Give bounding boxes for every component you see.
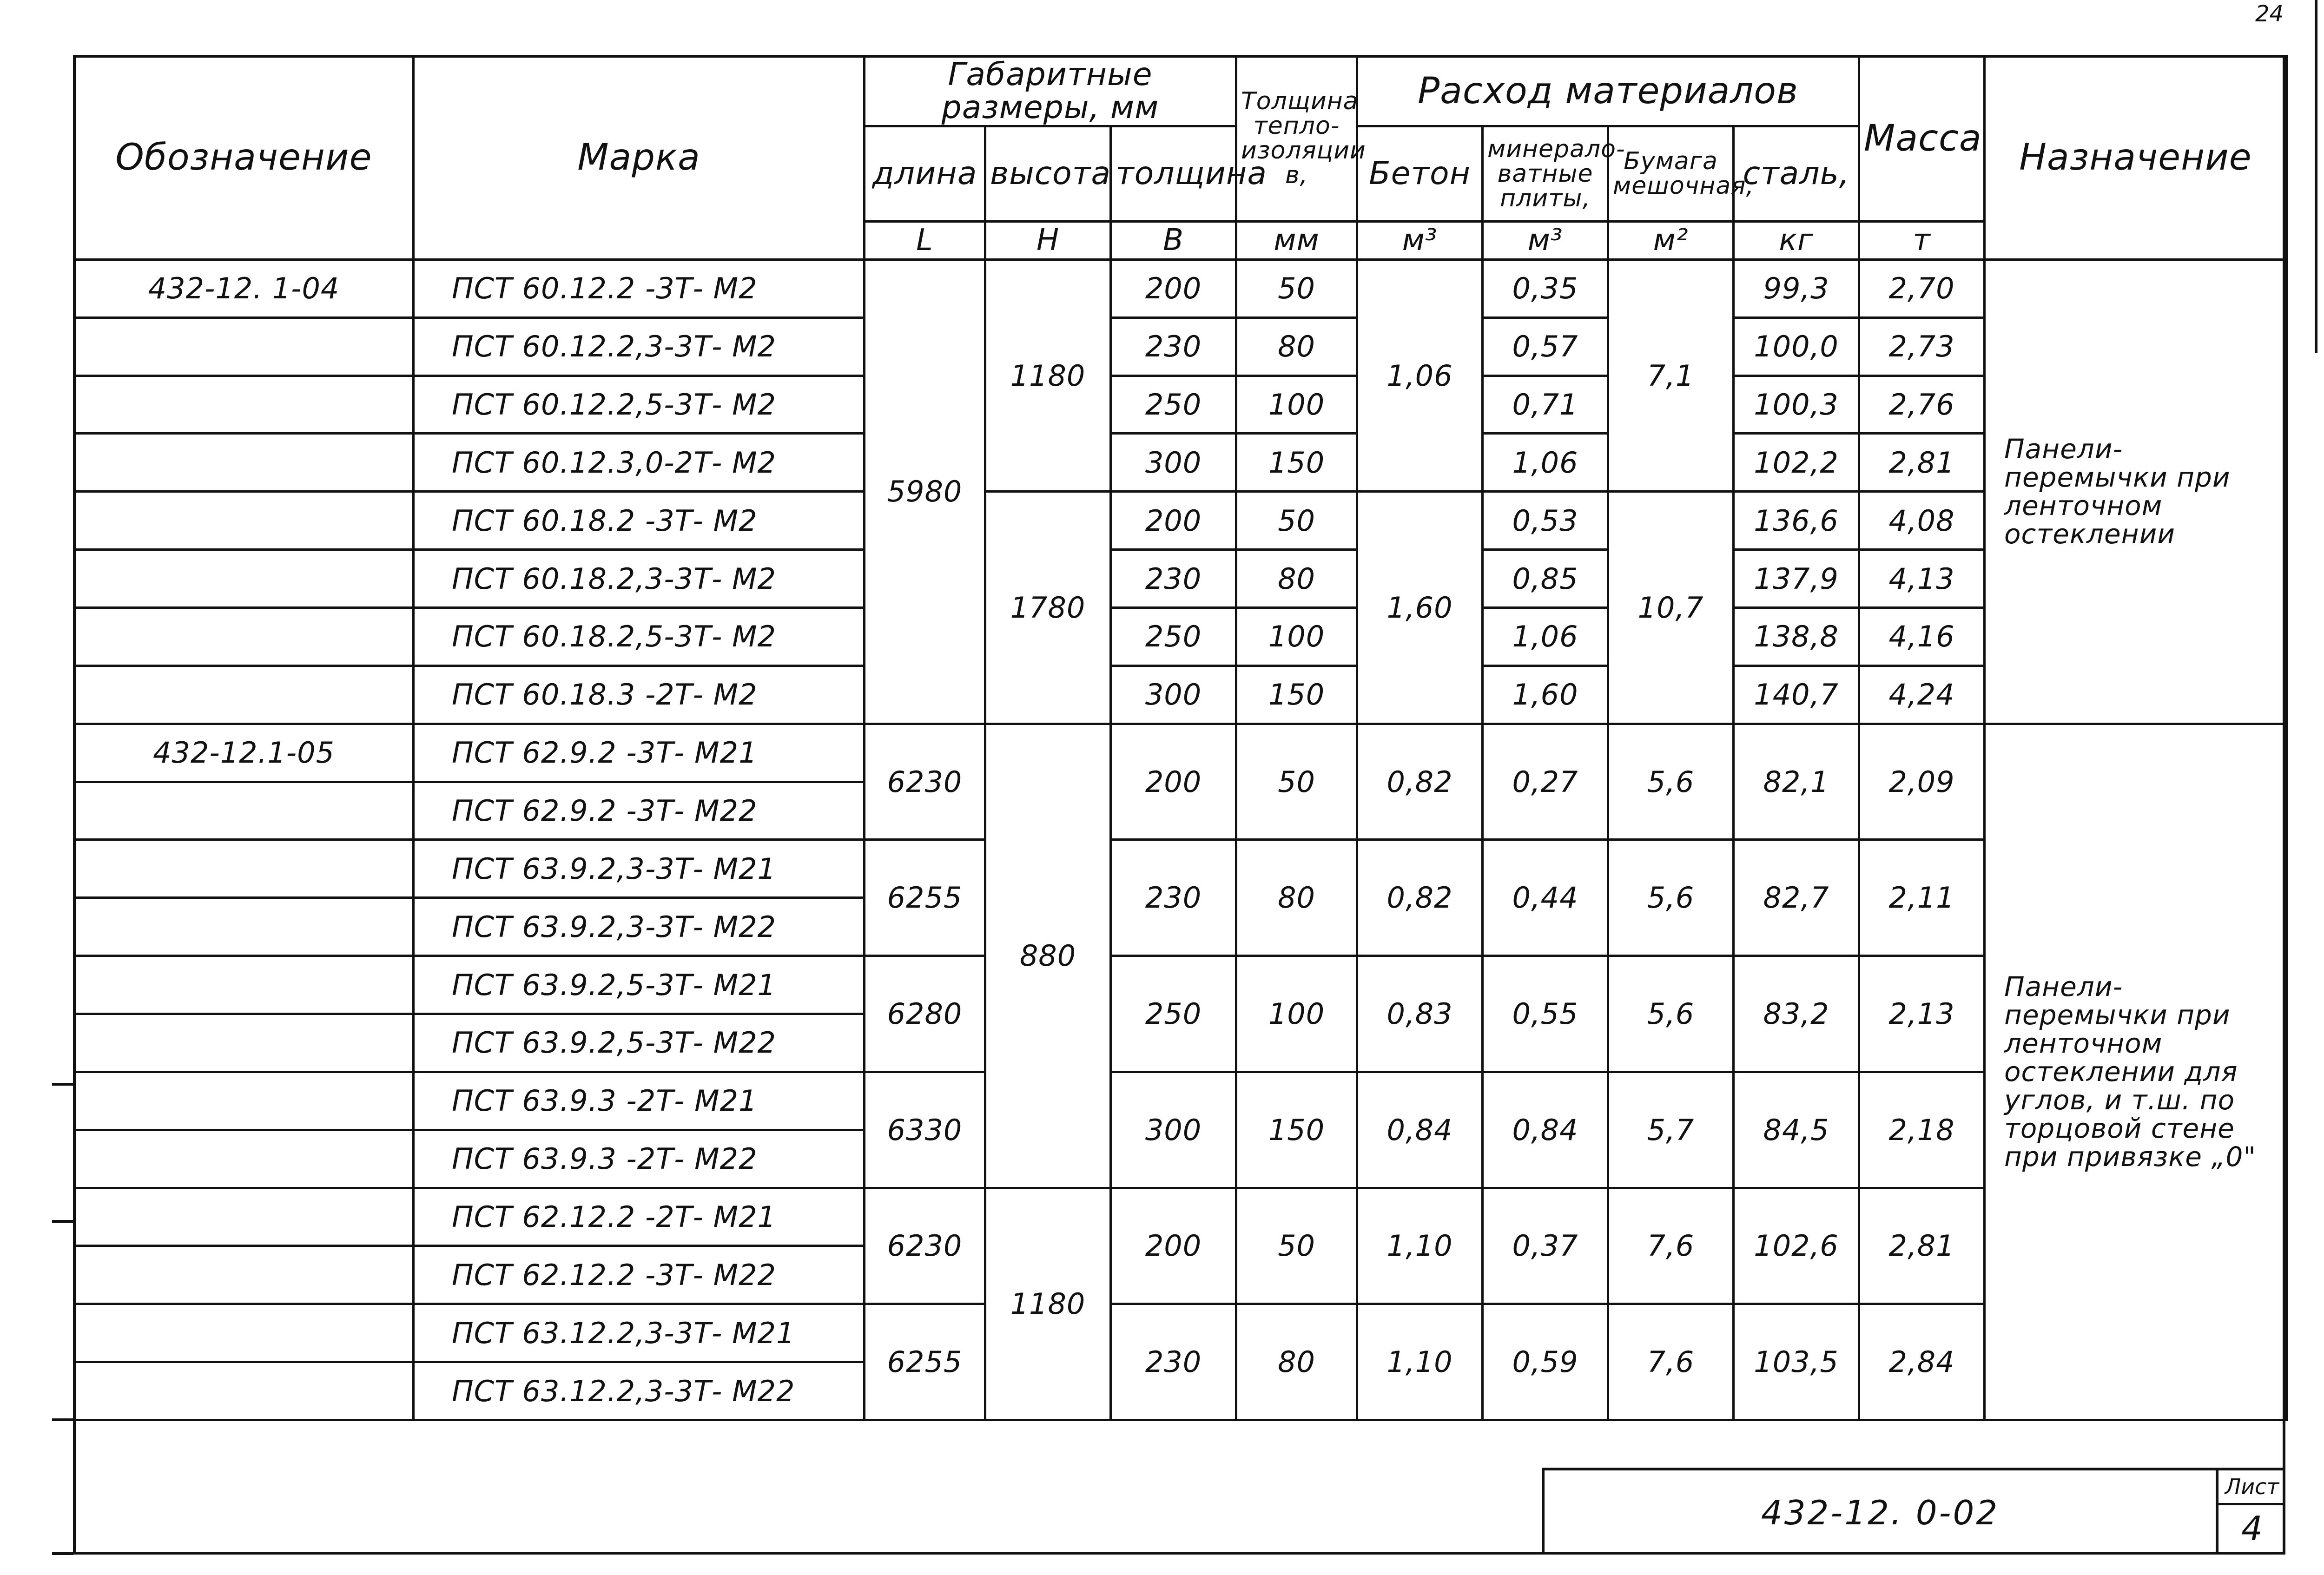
mineral-wool-cell: 0,57 <box>1483 317 1608 376</box>
height-header: высота <box>985 126 1111 222</box>
mark-cell: ПСТ 62.9.2 -3Т- М22 <box>414 782 865 840</box>
steel-cell: 83,2 <box>1734 956 1859 1072</box>
paper-cell: 10,7 <box>1608 492 1734 724</box>
paper-cell: 5,7 <box>1608 1072 1734 1188</box>
mark-cell: ПСТ 60.18.2,5-3Т- М2 <box>414 607 865 666</box>
mass-cell: 4,08 <box>1859 492 1985 550</box>
mass-cell: 2,18 <box>1859 1072 1985 1188</box>
thickness-cell: 300 <box>1111 666 1236 724</box>
designation-cell <box>74 434 414 492</box>
margin-tick <box>52 1552 73 1555</box>
header-row <box>74 56 2287 126</box>
steel-cell: 102,2 <box>1734 434 1859 492</box>
mass-cell: 2,76 <box>1859 376 1985 434</box>
purpose-cell: Панели-перемычки при ленточном остеклении для углов, и т.ш. по торцовой стене при привязке „0" <box>1985 724 2287 1420</box>
steel-cell: 137,9 <box>1734 550 1859 608</box>
height-cell: 1780 <box>985 492 1111 724</box>
designation-header: Обозначение <box>74 56 414 260</box>
table-row <box>74 259 2287 317</box>
thickness-header: толщина <box>1111 126 1236 222</box>
margin-tick <box>52 1220 73 1223</box>
thickness-cell: 200 <box>1111 724 1236 840</box>
mass-cell: 2,84 <box>1859 1304 1985 1420</box>
insulation-header: Толщина тепло-изоляции в, <box>1236 56 1357 222</box>
concrete-cell: 1,06 <box>1357 259 1483 491</box>
table-row <box>74 434 2287 492</box>
mineral-wool-cell: 1,06 <box>1483 434 1608 492</box>
designation-cell <box>74 1188 414 1246</box>
designation-cell <box>74 492 414 550</box>
paper-cell: 7,6 <box>1608 1188 1734 1304</box>
mark-cell: ПСТ 60.12.2,5-3Т- М2 <box>414 376 865 434</box>
thickness-cell: 200 <box>1111 259 1236 317</box>
concrete-header: Бетон <box>1357 126 1483 222</box>
steel-cell: 82,1 <box>1734 724 1859 840</box>
insulation-cell: 100 <box>1236 607 1357 666</box>
mineral-wool-cell: 0,71 <box>1483 376 1608 434</box>
margin-tick <box>52 1083 73 1086</box>
paper-cell: 7,6 <box>1608 1304 1734 1420</box>
steel-cell: 103,5 <box>1734 1304 1859 1420</box>
mineral-wool-cell: 1,06 <box>1483 607 1608 666</box>
materials-group-header: Расход материалов <box>1357 56 1859 126</box>
thickness-cell: 200 <box>1111 1188 1236 1304</box>
steel-cell: 136,6 <box>1734 492 1859 550</box>
thickness-cell: 200 <box>1111 492 1236 550</box>
length-cell: 6255 <box>865 840 985 956</box>
mass-cell: 4,16 <box>1859 607 1985 666</box>
length-header: длина <box>865 126 985 222</box>
designation-cell <box>74 1130 414 1188</box>
mineral-wool-cell: 0,59 <box>1483 1304 1608 1420</box>
designation-cell <box>74 840 414 898</box>
margin-line <box>2315 0 2317 353</box>
length-cell: 6255 <box>865 1304 985 1420</box>
steel-cell: 100,3 <box>1734 376 1859 434</box>
mark-cell: ПСТ 63.12.2,3-3Т- М22 <box>414 1362 865 1420</box>
mineral-wool-cell: 0,27 <box>1483 724 1608 840</box>
unit-thickness: B <box>1111 221 1236 259</box>
table-row <box>74 1188 2287 1246</box>
insulation-cell: 80 <box>1236 317 1357 376</box>
insulation-cell: 80 <box>1236 1304 1357 1420</box>
designation-cell: 432-12.1-05 <box>74 724 414 782</box>
table-row <box>74 666 2287 724</box>
insulation-cell: 50 <box>1236 259 1357 317</box>
unit-mineral-wool: м³ <box>1483 221 1608 259</box>
mark-cell: ПСТ 62.12.2 -3Т- М22 <box>414 1246 865 1304</box>
designation-cell <box>74 666 414 724</box>
designation-cell: 432-12. 1-04 <box>74 259 414 317</box>
steel-cell: 140,7 <box>1734 666 1859 724</box>
mineral-wool-cell: 1,60 <box>1483 666 1608 724</box>
designation-cell <box>74 1072 414 1130</box>
steel-cell: 100,0 <box>1734 317 1859 376</box>
mark-header: Марка <box>414 56 865 260</box>
height-cell: 1180 <box>985 1188 1111 1420</box>
table-row <box>74 956 2287 1014</box>
thickness-cell: 250 <box>1111 607 1236 666</box>
mass-cell: 2,09 <box>1859 724 1985 840</box>
insulation-cell: 100 <box>1236 376 1357 434</box>
mass-cell: 2,81 <box>1859 434 1985 492</box>
designation-cell <box>74 782 414 840</box>
table-row <box>74 724 2287 782</box>
designation-cell <box>74 1014 414 1072</box>
purpose-cell: Панели-перемычки при ленточном остеклении <box>1985 259 2287 724</box>
mineral-wool-cell: 0,55 <box>1483 956 1608 1072</box>
purpose-header: Назначение <box>1985 56 2287 260</box>
unit-length: L <box>865 221 985 259</box>
table-row <box>74 317 2287 376</box>
mineral-wool-cell: 0,37 <box>1483 1188 1608 1304</box>
length-cell: 6280 <box>865 956 985 1072</box>
insulation-cell: 80 <box>1236 550 1357 608</box>
thickness-cell: 230 <box>1111 1304 1236 1420</box>
designation-cell <box>74 898 414 956</box>
mineral-wool-cell: 0,53 <box>1483 492 1608 550</box>
concrete-cell: 0,84 <box>1357 1072 1483 1188</box>
mass-cell: 2,70 <box>1859 259 1985 317</box>
mark-cell: ПСТ 60.18.2,3-3Т- М2 <box>414 550 865 608</box>
mark-cell: ПСТ 62.9.2 -3Т- М21 <box>414 724 865 782</box>
mark-cell: ПСТ 60.12.2 -3Т- М2 <box>414 259 865 317</box>
table-row <box>74 840 2287 898</box>
mark-cell: ПСТ 60.18.3 -2Т- М2 <box>414 666 865 724</box>
mass-cell: 2,11 <box>1859 840 1985 956</box>
mineral-wool-cell: 0,84 <box>1483 1072 1608 1188</box>
unit-mass: т <box>1859 221 1985 259</box>
table-row <box>74 607 2287 666</box>
mineral-wool-header: минерало-ватные плиты, <box>1483 126 1608 222</box>
length-cell: 6230 <box>865 724 985 840</box>
mineral-wool-cell: 0,44 <box>1483 840 1608 956</box>
title-block <box>1542 1468 2285 1555</box>
mark-cell: ПСТ 63.9.2,3-3Т- М21 <box>414 840 865 898</box>
mark-cell: ПСТ 63.9.3 -2Т- М21 <box>414 1072 865 1130</box>
designation-cell <box>74 1362 414 1420</box>
mark-cell: ПСТ 63.12.2,3-3Т- М21 <box>414 1304 865 1362</box>
paper-cell: 5,6 <box>1608 956 1734 1072</box>
steel-cell: 82,7 <box>1734 840 1859 956</box>
mark-cell: ПСТ 60.18.2 -3Т- М2 <box>414 492 865 550</box>
mass-cell: 4,24 <box>1859 666 1985 724</box>
length-cell: 6330 <box>865 1072 985 1188</box>
height-cell: 880 <box>985 724 1111 1188</box>
mark-cell: ПСТ 63.9.3 -2Т- М22 <box>414 1130 865 1188</box>
sheet-number: 4 <box>2241 1509 2263 1548</box>
thickness-cell: 250 <box>1111 956 1236 1072</box>
concrete-cell: 0,82 <box>1357 840 1483 956</box>
concrete-cell: 0,82 <box>1357 724 1483 840</box>
table-row <box>74 492 2287 550</box>
mark-cell: ПСТ 63.9.2,5-3Т- М21 <box>414 956 865 1014</box>
designation-cell <box>74 550 414 608</box>
paper-cell: 5,6 <box>1608 840 1734 956</box>
thickness-cell: 230 <box>1111 317 1236 376</box>
concrete-cell: 1,10 <box>1357 1304 1483 1420</box>
document-code: 432-12. 0-02 <box>1761 1493 2000 1532</box>
specification-table <box>73 55 2288 1421</box>
mineral-wool-cell: 0,35 <box>1483 259 1608 317</box>
thickness-cell: 230 <box>1111 550 1236 608</box>
paper-cell: 5,6 <box>1608 724 1734 840</box>
designation-cell <box>74 376 414 434</box>
insulation-cell: 80 <box>1236 840 1357 956</box>
insulation-cell: 50 <box>1236 1188 1357 1304</box>
designation-cell <box>74 607 414 666</box>
steel-cell: 84,5 <box>1734 1072 1859 1188</box>
length-cell: 6230 <box>865 1188 985 1304</box>
thickness-cell: 250 <box>1111 376 1236 434</box>
mass-cell: 2,13 <box>1859 956 1985 1072</box>
mark-cell: ПСТ 60.12.2,3-3Т- М2 <box>414 317 865 376</box>
steel-header: сталь, <box>1734 126 1859 222</box>
concrete-cell: 0,83 <box>1357 956 1483 1072</box>
insulation-cell: 150 <box>1236 666 1357 724</box>
sheet-box <box>2216 1470 2285 1555</box>
concrete-cell: 1,60 <box>1357 492 1483 724</box>
sheet-label: Лист <box>2218 1470 2285 1505</box>
table-row <box>74 550 2287 608</box>
designation-cell <box>74 1304 414 1362</box>
table-row <box>74 376 2287 434</box>
designation-cell <box>74 1246 414 1304</box>
paper-header: Бумага мешочная, <box>1608 126 1734 222</box>
insulation-cell: 150 <box>1236 1072 1357 1188</box>
dimensions-group-header: Габаритные размеры, мм <box>865 56 1236 126</box>
thickness-cell: 300 <box>1111 1072 1236 1188</box>
mass-cell: 2,81 <box>1859 1188 1985 1304</box>
mass-header: Масса <box>1859 56 1985 222</box>
mark-cell: ПСТ 63.9.2,5-3Т- М22 <box>414 1014 865 1072</box>
thickness-cell: 230 <box>1111 840 1236 956</box>
insulation-cell: 100 <box>1236 956 1357 1072</box>
table-row <box>74 1072 2287 1130</box>
paper-cell: 7,1 <box>1608 259 1734 491</box>
height-cell: 1180 <box>985 259 1111 491</box>
thickness-cell: 300 <box>1111 434 1236 492</box>
margin-tick <box>52 1418 73 1421</box>
mineral-wool-cell: 0,85 <box>1483 550 1608 608</box>
unit-insulation: мм <box>1236 221 1357 259</box>
insulation-cell: 150 <box>1236 434 1357 492</box>
mass-cell: 4,13 <box>1859 550 1985 608</box>
insulation-cell: 50 <box>1236 724 1357 840</box>
insulation-cell: 50 <box>1236 492 1357 550</box>
length-cell: 5980 <box>865 259 985 724</box>
corner-sheet-number: 24 <box>2255 1 2284 27</box>
mark-cell: ПСТ 60.12.3,0-2Т- М2 <box>414 434 865 492</box>
mark-cell: ПСТ 62.12.2 -2Т- М21 <box>414 1188 865 1246</box>
steel-cell: 99,3 <box>1734 259 1859 317</box>
concrete-cell: 1,10 <box>1357 1188 1483 1304</box>
mark-cell: ПСТ 63.9.2,3-3Т- М22 <box>414 898 865 956</box>
unit-height: H <box>985 221 1111 259</box>
designation-cell <box>74 317 414 376</box>
steel-cell: 138,8 <box>1734 607 1859 666</box>
unit-concrete: м³ <box>1357 221 1483 259</box>
steel-cell: 102,6 <box>1734 1188 1859 1304</box>
unit-steel: кг <box>1734 221 1859 259</box>
mass-cell: 2,73 <box>1859 317 1985 376</box>
designation-cell <box>74 956 414 1014</box>
table-row <box>74 1304 2287 1362</box>
unit-paper: м² <box>1608 221 1734 259</box>
